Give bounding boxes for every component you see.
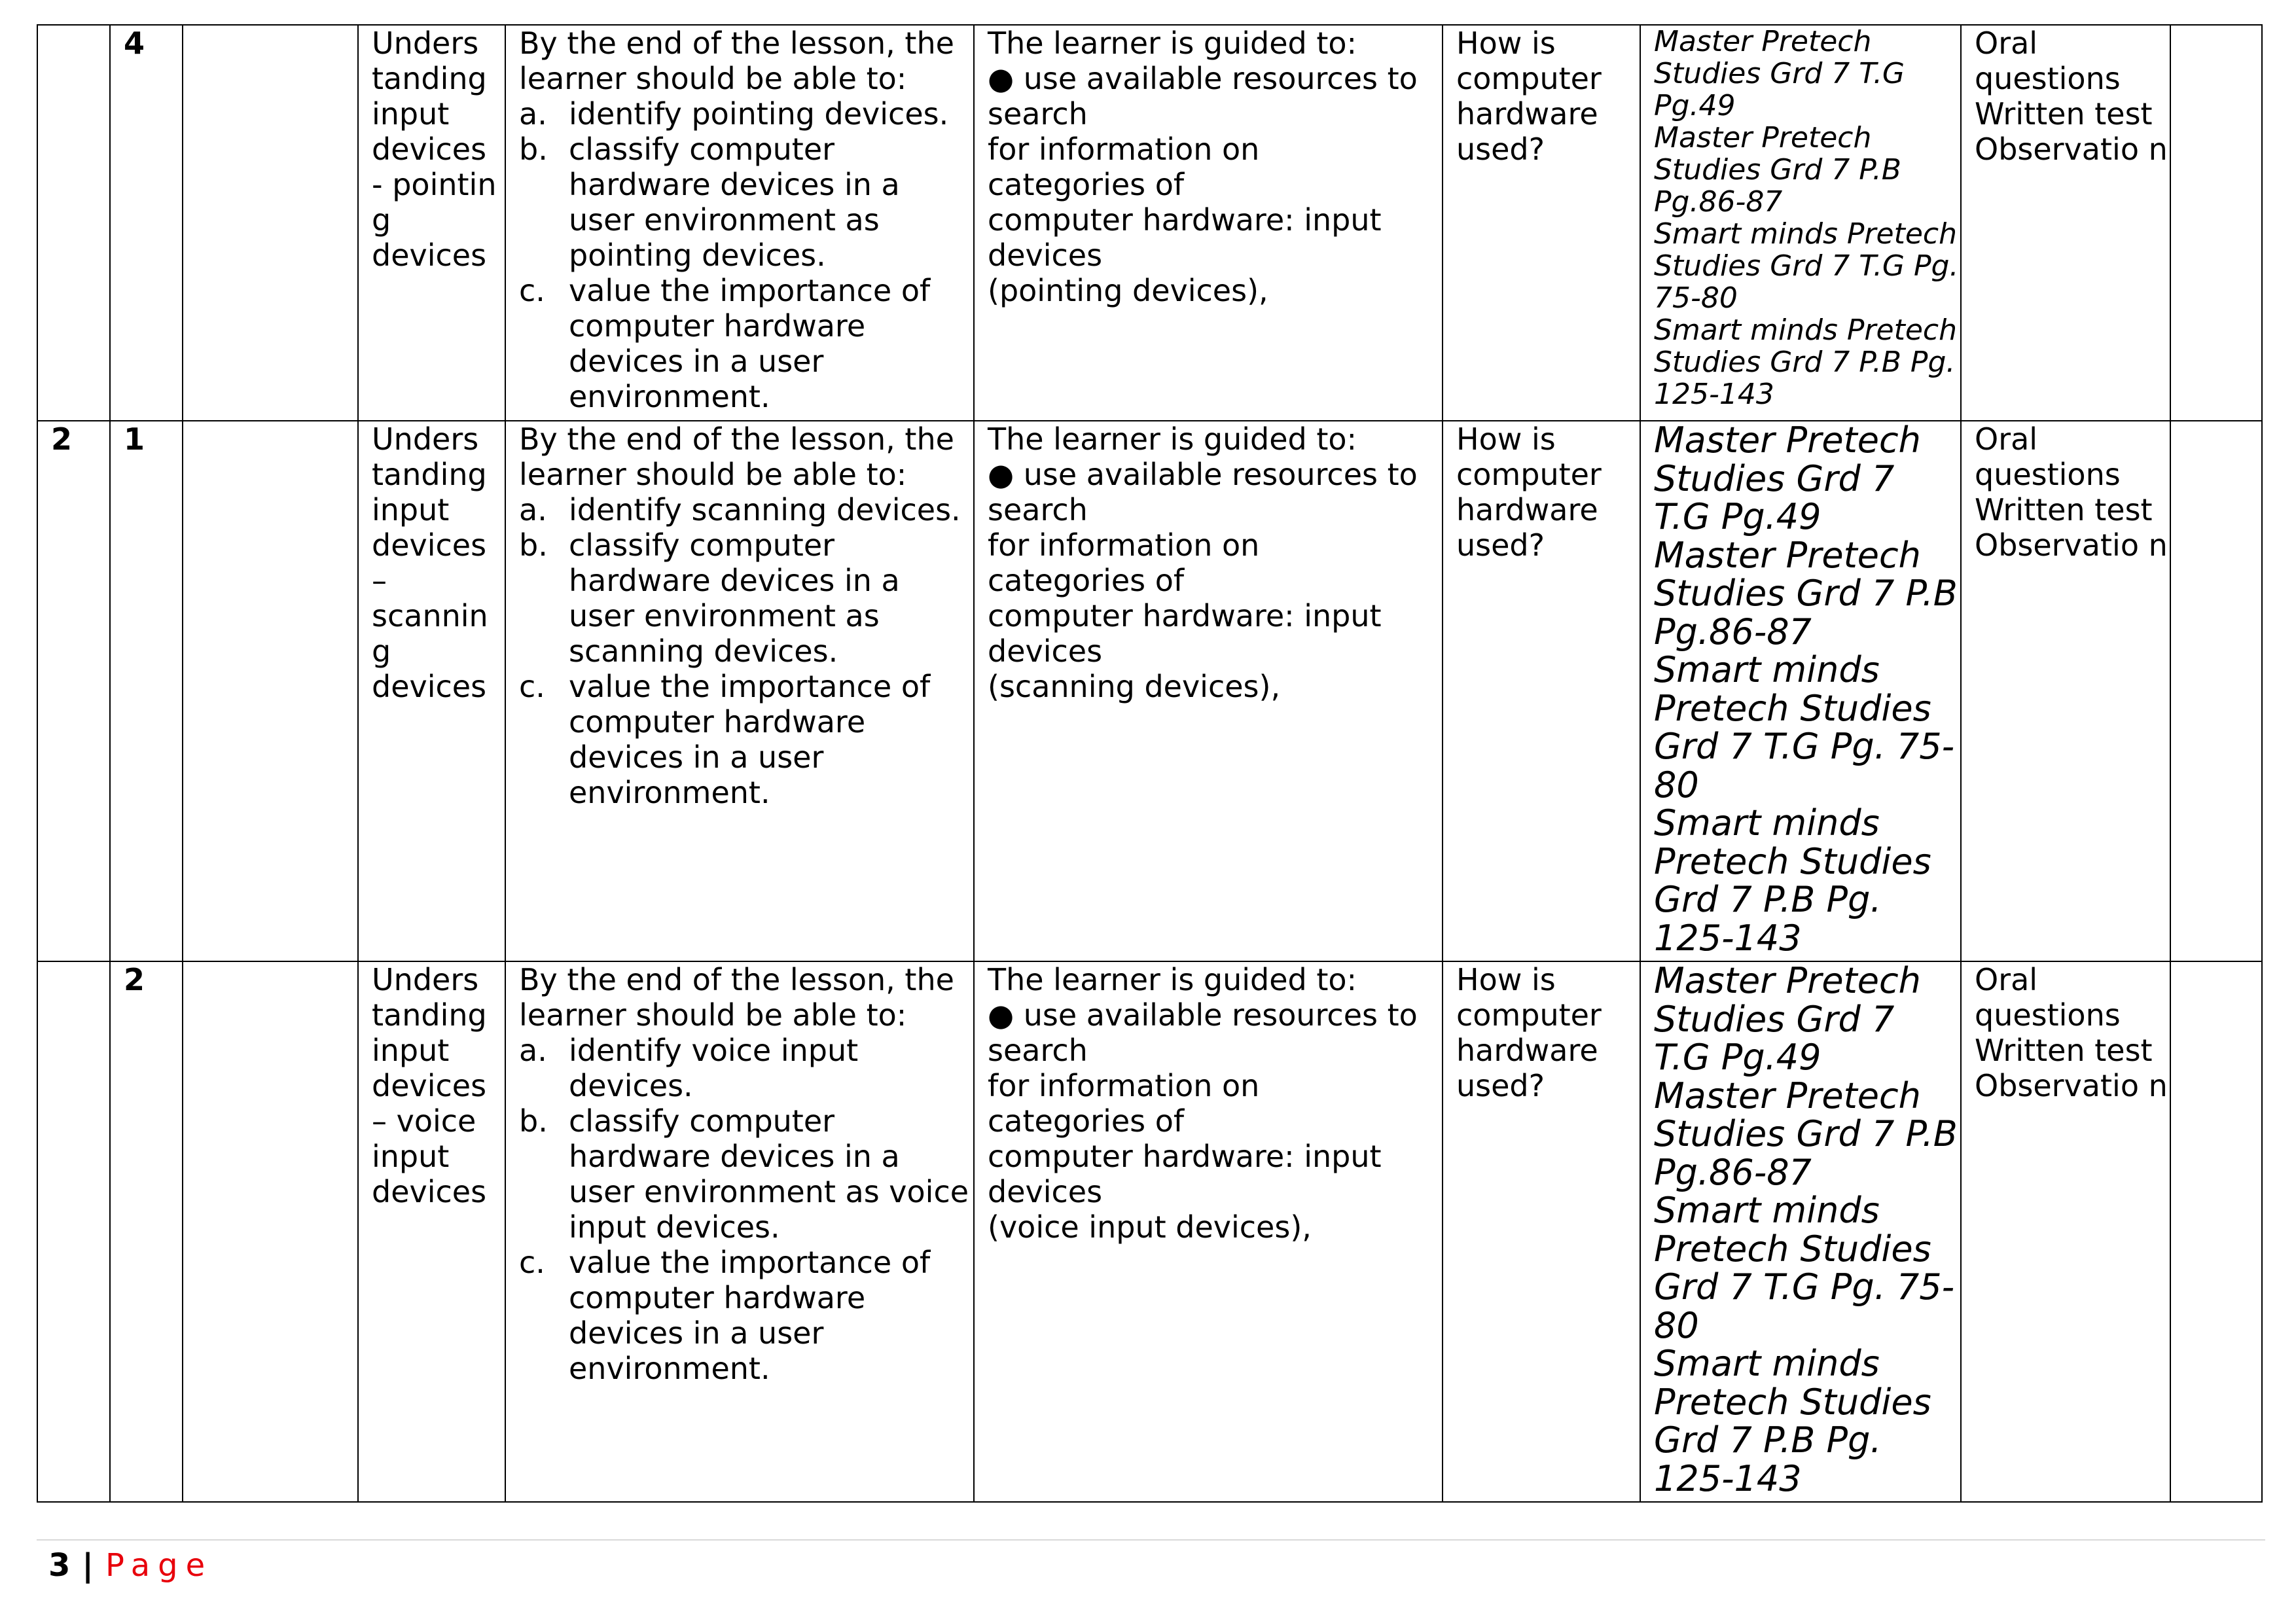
resource-item: Smart minds Pretech Studies Grd 7 T.G Pg. 75-80 <box>1654 1190 1955 1346</box>
outcomes-list <box>519 1033 973 1386</box>
experiences-line: (pointing devices), <box>988 273 1268 308</box>
learning-outcomes-cell <box>505 25 974 421</box>
resource-item: Master Pretech Studies Grd 7 P.B Pg.86-87 <box>1654 1075 1958 1193</box>
page-label: Page <box>105 1547 213 1584</box>
strand-cell <box>183 421 358 961</box>
outcomes-lead: By the end of the lesson, the learner should be able to: <box>519 26 954 96</box>
strand-cell <box>183 25 358 421</box>
experiences-line: (voice input devices), <box>988 1209 1312 1245</box>
key-inquiry-cell: How is computer hardware used? <box>1443 961 1640 1502</box>
resource-item: Master Pretech Studies Grd 7 T.G Pg.49 <box>1654 25 1905 122</box>
experiences-line: for information on <box>988 1068 1260 1103</box>
substrand-cell: Unders tanding input devices - pointin g devices <box>358 25 505 421</box>
outcome-marker: c. <box>519 1245 545 1280</box>
week-cell: 2 <box>37 421 110 961</box>
assessment-item: Oral questions <box>1975 421 2121 492</box>
outcome-marker: c. <box>519 669 545 704</box>
learning-experiences-cell <box>974 421 1443 961</box>
outcome-item <box>519 273 973 414</box>
outcome-text: classify computer hardware devices in a user environment as scanning devices. <box>569 527 900 669</box>
resources-cell <box>1640 421 1961 961</box>
learning-outcomes-cell <box>505 421 974 961</box>
experiences-line: categories of <box>988 1103 1185 1139</box>
footer-separator: | <box>82 1547 94 1584</box>
outcome-marker: b. <box>519 527 548 563</box>
resource-item: Smart minds Pretech Studies Grd 7 T.G Pg. 75-80 <box>1654 217 1959 315</box>
outcome-item <box>519 492 973 527</box>
outcome-item <box>519 669 973 810</box>
experiences-line: (scanning devices), <box>988 669 1281 704</box>
scheme-of-work-table <box>37 24 2263 1503</box>
outcome-marker: b. <box>519 1103 548 1139</box>
outcomes-lead: By the end of the lesson, the learner should be able to: <box>519 421 954 492</box>
experiences-bullet: ● use available resources to search <box>988 457 1418 527</box>
outcome-marker: b. <box>519 132 548 167</box>
outcome-item <box>519 1103 973 1245</box>
outcome-text: identify voice input devices. <box>569 1033 859 1103</box>
lesson-cell: 1 <box>110 421 183 961</box>
assessment-cell <box>1961 421 2170 961</box>
outcome-text: identify pointing devices. <box>569 96 949 132</box>
outcome-text: identify scanning devices. <box>569 492 961 527</box>
outcome-item <box>519 132 973 273</box>
resource-item: Master Pretech Studies Grd 7 P.B Pg.86-87 <box>1654 121 1901 219</box>
assessment-item: Oral questions <box>1975 26 2121 96</box>
substrand-cell: Unders tanding input devices – voice input devices <box>358 961 505 1502</box>
resource-item: Smart minds Pretech Studies Grd 7 P.B Pg. 125-143 <box>1654 313 1957 411</box>
outcome-marker: a. <box>519 96 547 132</box>
outcome-text: value the importance of computer hardware devices in a user environment. <box>569 273 931 414</box>
outcome-marker: a. <box>519 1033 547 1068</box>
outcome-text: value the importance of computer hardware devices in a user environment. <box>569 1245 931 1386</box>
key-inquiry-cell: How is computer hardware used? <box>1443 421 1640 961</box>
table-row <box>37 25 2262 421</box>
outcomes-lead: By the end of the lesson, the learner should be able to: <box>519 962 954 1033</box>
experiences-line: computer hardware: input devices <box>988 1139 1382 1209</box>
outcome-text: classify computer hardware devices in a user environment as voice input devices. <box>569 1103 969 1245</box>
strand-cell <box>183 961 358 1502</box>
experiences-line: for information on <box>988 132 1260 167</box>
table-row <box>37 961 2262 1502</box>
assessment-item: Observatio n <box>1975 1068 2168 1103</box>
outcome-item <box>519 527 973 669</box>
table-body <box>37 25 2262 1502</box>
footer-divider <box>37 1539 2265 1541</box>
learning-outcomes-cell <box>505 961 974 1502</box>
assessment-item: Observatio n <box>1975 527 2168 563</box>
learning-experiences-cell <box>974 25 1443 421</box>
lesson-cell: 2 <box>110 961 183 1502</box>
resource-item: Master Pretech Studies Grd 7 T.G Pg.49 <box>1654 421 1921 537</box>
lesson-cell: 4 <box>110 25 183 421</box>
outcome-text: classify computer hardware devices in a user environment as pointing devices. <box>569 132 900 273</box>
experiences-line: categories of <box>988 167 1185 202</box>
outcomes-list <box>519 492 973 810</box>
outcome-marker: a. <box>519 492 547 527</box>
outcome-item <box>519 1245 973 1386</box>
assessment-item: Written test <box>1975 96 2153 132</box>
outcome-item <box>519 96 973 132</box>
learning-experiences-cell <box>974 961 1443 1502</box>
page-number: 3 <box>48 1547 71 1584</box>
experiences-lead: The learner is guided to: <box>988 26 1357 61</box>
week-cell <box>37 961 110 1502</box>
resource-item: Master Pretech Studies Grd 7 P.B Pg.86-87 <box>1654 534 1958 652</box>
remarks-cell <box>2170 961 2262 1502</box>
experiences-line: for information on <box>988 527 1260 563</box>
resource-item: Smart minds Pretech Studies Grd 7 P.B Pg. 125-143 <box>1654 1343 1931 1499</box>
remarks-cell <box>2170 421 2262 961</box>
substrand-cell: Unders tanding input devices – scannin g devices <box>358 421 505 961</box>
resources-cell <box>1640 961 1961 1502</box>
experiences-lead: The learner is guided to: <box>988 962 1357 997</box>
outcome-item <box>519 1033 973 1103</box>
resources-cell <box>1640 25 1961 421</box>
assessment-item: Written test <box>1975 1033 2153 1068</box>
key-inquiry-cell: How is computer hardware used? <box>1443 25 1640 421</box>
outcome-marker: c. <box>519 273 545 308</box>
week-cell <box>37 25 110 421</box>
resource-item: Smart minds Pretech Studies Grd 7 P.B Pg. 125-143 <box>1654 802 1931 959</box>
resource-item: Smart minds Pretech Studies Grd 7 T.G Pg. 75-80 <box>1654 649 1955 806</box>
experiences-line: categories of <box>988 563 1185 598</box>
experiences-lead: The learner is guided to: <box>988 421 1357 457</box>
assessment-item: Oral questions <box>1975 962 2121 1033</box>
assessment-item: Written test <box>1975 492 2153 527</box>
page-footer <box>48 1546 213 1585</box>
outcome-text: value the importance of computer hardware devices in a user environment. <box>569 669 931 810</box>
experiences-bullet: ● use available resources to search <box>988 61 1418 132</box>
table-row <box>37 421 2262 961</box>
assessment-item: Observatio n <box>1975 132 2168 167</box>
assessment-cell <box>1961 25 2170 421</box>
resource-item: Master Pretech Studies Grd 7 T.G Pg.49 <box>1654 961 1921 1078</box>
experiences-bullet: ● use available resources to search <box>988 997 1418 1068</box>
remarks-cell <box>2170 25 2262 421</box>
experiences-line: computer hardware: input devices <box>988 202 1382 273</box>
experiences-line: computer hardware: input devices <box>988 598 1382 669</box>
outcomes-list <box>519 96 973 414</box>
assessment-cell <box>1961 961 2170 1502</box>
